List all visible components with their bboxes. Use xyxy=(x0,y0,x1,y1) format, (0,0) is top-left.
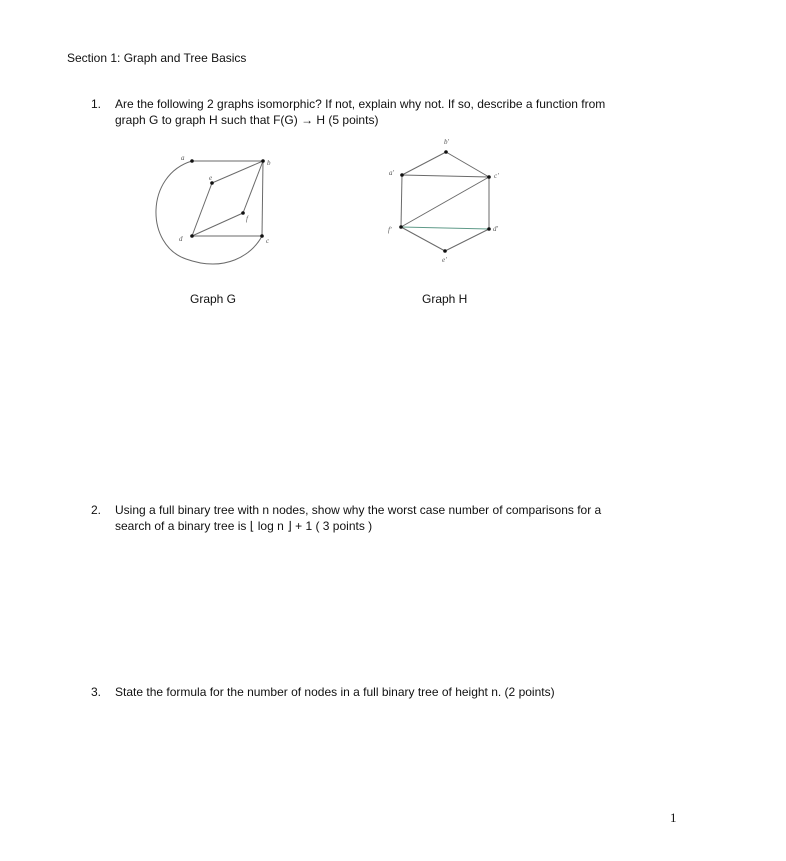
edge-a-c xyxy=(402,175,489,177)
graph-h xyxy=(401,152,489,251)
node-label: b xyxy=(267,159,271,167)
graphs-figure xyxy=(150,135,530,275)
node-c xyxy=(260,234,264,238)
node-b xyxy=(261,159,265,163)
node-label: e' xyxy=(442,256,447,264)
edge-f-d xyxy=(401,227,489,229)
page-number: 1 xyxy=(670,810,677,825)
edge-c-f xyxy=(401,177,489,227)
question-line: Using a full binary tree with n nodes, show why the worst case number of comparisons for a xyxy=(115,503,602,517)
question-1 xyxy=(91,96,691,130)
edge-b-a xyxy=(402,152,446,175)
node-a xyxy=(190,159,194,163)
question-line: Are the following 2 graphs isomorphic? If not, explain why not. If so, describe a function from xyxy=(115,97,606,111)
question-line: search of a binary tree is ⌊ log n ⌋ + 1 ( 3 points ) xyxy=(115,519,373,533)
question-2 xyxy=(91,502,691,536)
node-label: c' xyxy=(494,172,499,180)
node-a-prime xyxy=(400,173,404,177)
node-b-prime xyxy=(444,150,448,154)
node-label: a xyxy=(181,154,185,162)
node-label: f' xyxy=(388,226,392,234)
question-3 xyxy=(91,684,691,702)
question-line: graph G to graph H such that F(G) → H (5 points) xyxy=(115,113,379,127)
node-label: b' xyxy=(444,138,449,146)
graph-h-caption: Graph H xyxy=(422,292,468,306)
node-label: d' xyxy=(493,225,498,233)
section-title: Section 1: Graph and Tree Basics xyxy=(67,51,247,65)
node-d-prime xyxy=(487,227,491,231)
node-f-prime xyxy=(399,225,403,229)
node-c-prime xyxy=(487,175,491,179)
edge-d-e xyxy=(445,229,489,251)
node-f xyxy=(241,211,245,215)
question-line: State the formula for the number of nodes in a full binary tree of height n. (2 points) xyxy=(115,685,555,699)
edge-a-f xyxy=(401,175,402,227)
node-label: c xyxy=(266,237,270,245)
graph-h-labels xyxy=(388,138,499,264)
node-d xyxy=(190,234,194,238)
node-e-prime xyxy=(443,249,447,253)
question-text xyxy=(115,684,685,700)
node-label: a' xyxy=(389,169,394,177)
graph-g-nodes xyxy=(190,159,265,238)
edge-b-c xyxy=(262,161,263,236)
node-label: d xyxy=(179,235,183,243)
edge-f-e xyxy=(401,227,445,251)
graph-g-caption: Graph G xyxy=(190,292,237,306)
question-text xyxy=(115,502,685,534)
question-text xyxy=(115,96,685,128)
question-number: 2. xyxy=(91,503,102,517)
question-number: 3. xyxy=(91,685,102,699)
question-number: 1. xyxy=(91,97,102,111)
graph-g-labels xyxy=(179,154,271,245)
edge-b-c xyxy=(446,152,489,177)
node-label: e xyxy=(209,174,213,182)
node-label: f xyxy=(246,215,248,223)
